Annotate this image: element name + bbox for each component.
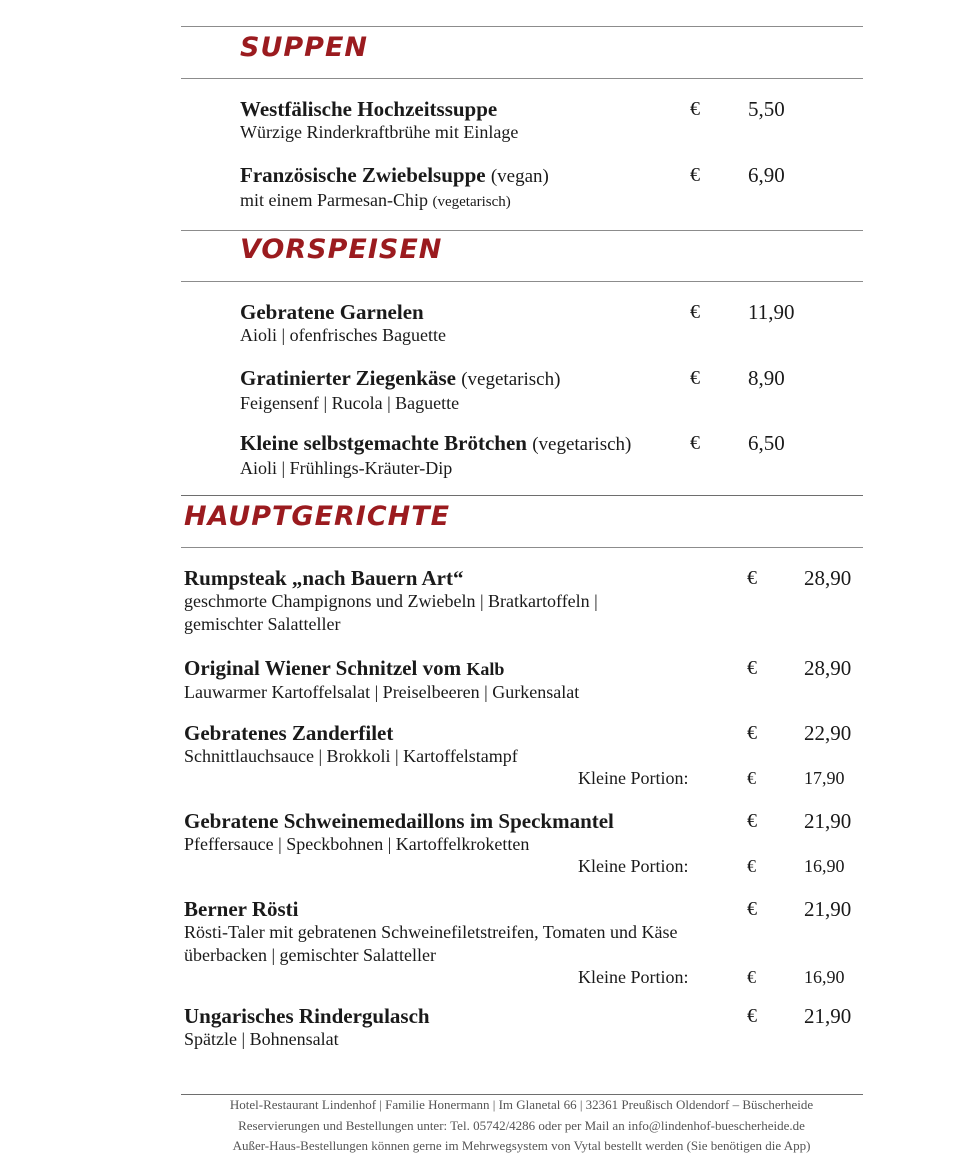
menu-item bbox=[240, 97, 518, 144]
item-description: Würzige Rinderkraftbrühe mit Einlage bbox=[240, 122, 519, 142]
item-description: Aioli | Frühlings-Kräuter-Dip bbox=[240, 458, 453, 478]
footer-takeaway-note: Außer-Haus-Bestellungen können gerne im Mehrwegsystem von Vytal bestellt werden (Sie benötigen die App) bbox=[232, 1138, 811, 1153]
currency-symbol: € bbox=[747, 898, 757, 920]
menu-item bbox=[184, 1004, 430, 1051]
item-price: 21,90 bbox=[804, 1004, 852, 1028]
item-description: Lauwarmer Kartoffelsalat | Preiselbeeren | Gurkensalat bbox=[184, 682, 580, 702]
small-portion-price: 16,90 bbox=[804, 856, 845, 876]
section-title-vorspeisen: VORSPEISEN bbox=[240, 234, 443, 265]
currency-symbol: € bbox=[747, 567, 757, 589]
footer bbox=[180, 1095, 863, 1157]
item-price: 11,90 bbox=[748, 300, 795, 324]
item-name: Gebratene Garnelen bbox=[240, 300, 424, 324]
item-description: geschmorte Champignons und Zwiebeln | Bratkartoffeln | bbox=[184, 591, 598, 611]
menu-item bbox=[240, 431, 631, 480]
item-note: (vegetarisch) bbox=[432, 194, 511, 210]
item-description: Rösti-Taler mit gebratenen Schweinefiletstreifen, Tomaten und Käse bbox=[184, 922, 678, 942]
item-price: 8,90 bbox=[748, 366, 785, 390]
item-price: 5,50 bbox=[748, 97, 785, 121]
currency-symbol: € bbox=[690, 164, 700, 186]
currency-symbol: € bbox=[747, 967, 756, 987]
divider bbox=[181, 495, 863, 496]
divider bbox=[181, 547, 863, 548]
item-name: Kleine selbstgemachte Brötchen bbox=[240, 431, 527, 455]
section-title-suppen: SUPPEN bbox=[240, 32, 368, 63]
item-name: Ungarisches Rindergulasch bbox=[184, 1004, 430, 1028]
footer-contact: Reservierungen und Bestellungen unter: Tel. 05742/4286 oder per Mail an info@lindenhof-buescherheide.de bbox=[238, 1117, 805, 1133]
menu-item bbox=[184, 897, 678, 967]
item-price: 6,50 bbox=[748, 431, 785, 455]
item-name: Gratinierter Ziegenkäse bbox=[240, 366, 456, 390]
section-title-hauptgerichte: HAUPTGERICHTE bbox=[184, 501, 451, 532]
item-price: 22,90 bbox=[804, 721, 852, 745]
small-portion-label: Kleine Portion: bbox=[578, 768, 689, 788]
item-name: Gebratenes Zanderfilet bbox=[184, 721, 394, 745]
divider bbox=[181, 281, 863, 282]
menu-item bbox=[240, 366, 560, 415]
divider bbox=[181, 230, 863, 231]
item-description: Schnittlauchsauce | Brokkoli | Kartoffelstampf bbox=[184, 746, 518, 766]
currency-symbol: € bbox=[747, 856, 756, 876]
divider bbox=[181, 78, 863, 79]
item-description: Spätzle | Bohnensalat bbox=[184, 1029, 339, 1049]
item-price: 21,90 bbox=[804, 897, 852, 921]
currency-symbol: € bbox=[690, 301, 700, 323]
currency-symbol: € bbox=[747, 722, 757, 744]
small-portion-label: Kleine Portion: bbox=[578, 856, 689, 876]
item-note: (vegan) bbox=[490, 166, 549, 187]
item-name-tail: Kalb bbox=[466, 659, 505, 679]
item-name: Original Wiener Schnitzel vom bbox=[184, 656, 462, 680]
menu-item bbox=[184, 809, 614, 856]
item-price: 6,90 bbox=[748, 163, 785, 187]
item-price: 28,90 bbox=[804, 566, 852, 590]
item-name: Rumpsteak „nach Bauern Art“ bbox=[184, 566, 464, 590]
item-description: überbacken | gemischter Salatteller bbox=[184, 945, 436, 965]
small-portion-label: Kleine Portion: bbox=[578, 967, 689, 987]
currency-symbol: € bbox=[747, 1005, 757, 1027]
menu-item bbox=[240, 163, 549, 214]
item-name: Berner Rösti bbox=[184, 897, 299, 921]
item-name: Gebratene Schweinemedaillons im Speckmantel bbox=[184, 809, 614, 833]
footer-address: Hotel-Restaurant Lindenhof | Familie Honermann | Im Glanetal 66 | 32361 Preußisch Oldendorf – Büscherheide bbox=[229, 1097, 814, 1112]
item-name: Französische Zwiebelsuppe bbox=[240, 163, 486, 187]
currency-symbol: € bbox=[747, 810, 757, 832]
menu-item bbox=[184, 721, 518, 768]
divider bbox=[181, 26, 863, 27]
item-description: Aioli | ofenfrisches Baguette bbox=[240, 325, 447, 345]
currency-symbol: € bbox=[747, 768, 756, 788]
item-description: Feigensenf | Rucola | Baguette bbox=[240, 393, 460, 413]
item-note: (vegetarisch) bbox=[532, 434, 632, 455]
currency-symbol: € bbox=[690, 98, 700, 120]
currency-symbol: € bbox=[690, 432, 700, 454]
item-name: Westfälische Hochzeitssuppe bbox=[240, 97, 498, 121]
currency-symbol: € bbox=[690, 367, 700, 389]
menu-item bbox=[184, 656, 579, 704]
item-description: mit einem Parmesan-Chip bbox=[240, 190, 428, 210]
small-portion-price: 16,90 bbox=[804, 967, 845, 987]
currency-symbol: € bbox=[747, 657, 757, 679]
item-description: Pfeffersauce | Speckbohnen | Kartoffelkroketten bbox=[184, 834, 530, 854]
item-price: 28,90 bbox=[804, 656, 852, 680]
item-price: 21,90 bbox=[804, 809, 852, 833]
menu-item bbox=[240, 300, 446, 347]
item-description: gemischter Salatteller bbox=[184, 614, 341, 634]
menu-item bbox=[184, 566, 598, 636]
small-portion-price: 17,90 bbox=[804, 768, 845, 788]
item-note: (vegetarisch) bbox=[461, 369, 561, 390]
